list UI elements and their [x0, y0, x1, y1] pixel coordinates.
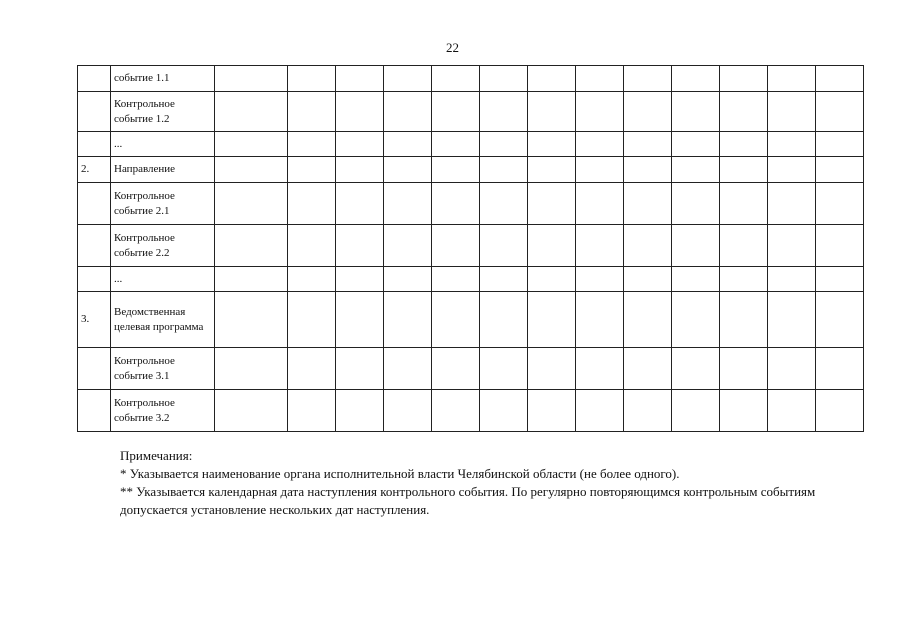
empty-cell: [336, 132, 384, 157]
empty-cell: [672, 292, 720, 348]
empty-cell: [816, 348, 864, 390]
empty-cell: [288, 92, 336, 132]
empty-cell: [384, 390, 432, 432]
empty-cell: [336, 292, 384, 348]
empty-cell: [480, 132, 528, 157]
empty-cell: [720, 390, 768, 432]
row-number: [78, 92, 111, 132]
empty-cell: [720, 348, 768, 390]
empty-cell: [720, 132, 768, 157]
empty-cell: [816, 183, 864, 225]
row-name: Контрольное событие 2.2: [111, 225, 215, 267]
empty-cell: [768, 292, 816, 348]
row-name: ...: [111, 132, 215, 157]
table-row: [78, 292, 864, 348]
empty-cell: [215, 157, 288, 183]
empty-cell: [528, 132, 576, 157]
empty-cell: [624, 225, 672, 267]
empty-cell: [215, 348, 288, 390]
empty-cell: [672, 66, 720, 92]
empty-cell: [432, 132, 480, 157]
control-events-table: [77, 65, 864, 432]
empty-cell: [480, 92, 528, 132]
empty-cell: [215, 390, 288, 432]
empty-cell: [768, 183, 816, 225]
empty-cell: [215, 183, 288, 225]
empty-cell: [432, 267, 480, 292]
empty-cell: [816, 157, 864, 183]
row-number: [78, 66, 111, 92]
empty-cell: [480, 292, 528, 348]
empty-cell: [528, 157, 576, 183]
empty-cell: [768, 157, 816, 183]
empty-cell: [384, 225, 432, 267]
empty-cell: [288, 390, 336, 432]
table-row: [78, 348, 864, 390]
empty-cell: [576, 390, 624, 432]
empty-cell: [720, 292, 768, 348]
empty-cell: [288, 267, 336, 292]
empty-cell: [576, 225, 624, 267]
empty-cell: [480, 183, 528, 225]
empty-cell: [528, 390, 576, 432]
empty-cell: [432, 292, 480, 348]
empty-cell: [480, 225, 528, 267]
row-number: [78, 225, 111, 267]
empty-cell: [624, 390, 672, 432]
empty-cell: [432, 348, 480, 390]
empty-cell: [288, 66, 336, 92]
empty-cell: [215, 132, 288, 157]
empty-cell: [624, 292, 672, 348]
empty-cell: [768, 390, 816, 432]
empty-cell: [288, 225, 336, 267]
empty-cell: [624, 348, 672, 390]
empty-cell: [816, 132, 864, 157]
empty-cell: [336, 348, 384, 390]
row-name: Ведомственная целевая программа: [111, 292, 215, 348]
row-name: Направление: [111, 157, 215, 183]
empty-cell: [384, 66, 432, 92]
empty-cell: [576, 66, 624, 92]
empty-cell: [816, 390, 864, 432]
empty-cell: [672, 183, 720, 225]
row-number: [78, 267, 111, 292]
empty-cell: [528, 183, 576, 225]
empty-cell: [215, 92, 288, 132]
notes-section: [80, 447, 870, 519]
empty-cell: [624, 183, 672, 225]
empty-cell: [576, 92, 624, 132]
empty-cell: [480, 157, 528, 183]
row-name: Контрольное событие 3.1: [111, 348, 215, 390]
empty-cell: [816, 225, 864, 267]
empty-cell: [432, 66, 480, 92]
empty-cell: [288, 292, 336, 348]
empty-cell: [288, 183, 336, 225]
empty-cell: [215, 225, 288, 267]
empty-cell: [528, 348, 576, 390]
empty-cell: [768, 132, 816, 157]
empty-cell: [432, 183, 480, 225]
table-row: [78, 225, 864, 267]
empty-cell: [384, 348, 432, 390]
empty-cell: [720, 157, 768, 183]
row-number: [78, 132, 111, 157]
empty-cell: [768, 267, 816, 292]
empty-cell: [720, 183, 768, 225]
empty-cell: [432, 390, 480, 432]
empty-cell: [768, 225, 816, 267]
table-row: [78, 183, 864, 225]
empty-cell: [768, 92, 816, 132]
empty-cell: [480, 66, 528, 92]
empty-cell: [720, 225, 768, 267]
empty-cell: [720, 267, 768, 292]
empty-cell: [336, 267, 384, 292]
empty-cell: [432, 92, 480, 132]
row-number: 2.: [78, 157, 111, 183]
empty-cell: [528, 92, 576, 132]
empty-cell: [215, 267, 288, 292]
empty-cell: [672, 390, 720, 432]
empty-cell: [480, 267, 528, 292]
table-row: [78, 132, 864, 157]
row-number: [78, 390, 111, 432]
notes-heading: Примечания:: [120, 448, 193, 463]
empty-cell: [384, 292, 432, 348]
empty-cell: [384, 132, 432, 157]
empty-cell: [336, 157, 384, 183]
empty-cell: [336, 92, 384, 132]
row-number: [78, 183, 111, 225]
empty-cell: [480, 348, 528, 390]
note-1: * Указывается наименование органа исполнительной власти Челябинской области (не более одного).: [120, 466, 680, 481]
row-name: Контрольное событие 2.1: [111, 183, 215, 225]
empty-cell: [336, 390, 384, 432]
empty-cell: [384, 157, 432, 183]
table-row: [78, 390, 864, 432]
empty-cell: [384, 183, 432, 225]
table-row: [78, 92, 864, 132]
empty-cell: [672, 92, 720, 132]
empty-cell: [480, 390, 528, 432]
row-name: Контрольное событие 3.2: [111, 390, 215, 432]
empty-cell: [336, 66, 384, 92]
empty-cell: [816, 92, 864, 132]
empty-cell: [672, 348, 720, 390]
table-row: [78, 157, 864, 183]
row-name: Контрольное событие 1.2: [111, 92, 215, 132]
empty-cell: [624, 66, 672, 92]
row-name: ...: [111, 267, 215, 292]
empty-cell: [528, 292, 576, 348]
empty-cell: [672, 225, 720, 267]
empty-cell: [528, 225, 576, 267]
empty-cell: [624, 267, 672, 292]
empty-cell: [336, 225, 384, 267]
empty-cell: [672, 132, 720, 157]
empty-cell: [816, 66, 864, 92]
empty-cell: [576, 267, 624, 292]
empty-cell: [432, 157, 480, 183]
empty-cell: [336, 183, 384, 225]
empty-cell: [768, 66, 816, 92]
empty-cell: [576, 132, 624, 157]
empty-cell: [816, 292, 864, 348]
empty-cell: [720, 66, 768, 92]
table-body: [78, 66, 864, 432]
empty-cell: [288, 132, 336, 157]
empty-cell: [432, 225, 480, 267]
row-name: событие 1.1: [111, 66, 215, 92]
empty-cell: [672, 267, 720, 292]
empty-cell: [672, 157, 720, 183]
empty-cell: [720, 92, 768, 132]
row-number: [78, 348, 111, 390]
empty-cell: [624, 92, 672, 132]
table-row: [78, 66, 864, 92]
empty-cell: [624, 157, 672, 183]
empty-cell: [816, 267, 864, 292]
empty-cell: [528, 267, 576, 292]
page-number: 22: [446, 40, 459, 55]
empty-cell: [576, 292, 624, 348]
row-number: 3.: [78, 292, 111, 348]
empty-cell: [384, 267, 432, 292]
table-row: [78, 267, 864, 292]
empty-cell: [576, 348, 624, 390]
empty-cell: [528, 66, 576, 92]
empty-cell: [215, 292, 288, 348]
empty-cell: [768, 348, 816, 390]
empty-cell: [384, 92, 432, 132]
empty-cell: [576, 157, 624, 183]
empty-cell: [576, 183, 624, 225]
empty-cell: [624, 132, 672, 157]
empty-cell: [215, 66, 288, 92]
empty-cell: [288, 348, 336, 390]
note-2: ** Указывается календарная дата наступления контрольного события. По регулярно повторяющимся контрольным событиям допускается установление нескольких дат наступления.: [120, 484, 816, 517]
empty-cell: [288, 157, 336, 183]
